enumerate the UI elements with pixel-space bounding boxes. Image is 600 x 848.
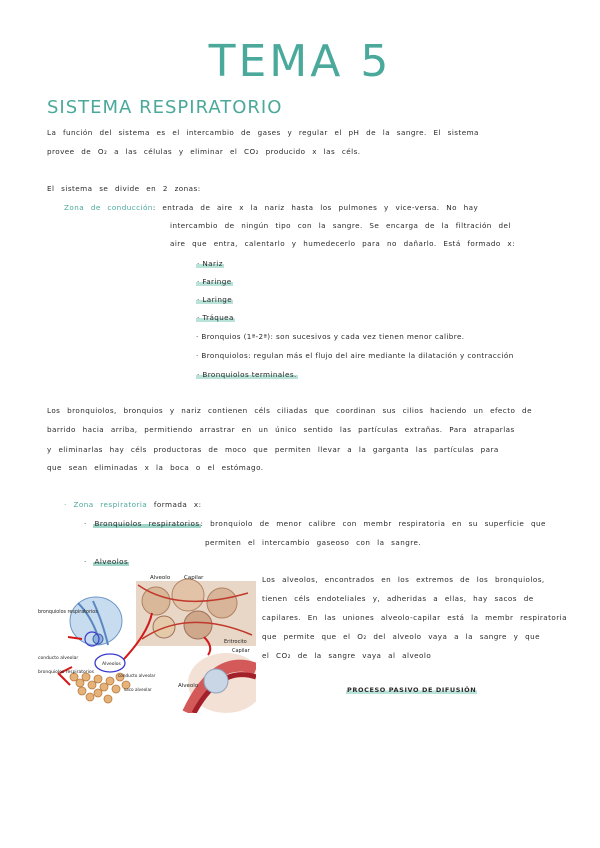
cilia-line-4: que sean eliminadas x la boca o el estómago. bbox=[47, 463, 264, 472]
conduction-item-terminales: · Bronquiolos terminales. bbox=[197, 370, 297, 379]
division-text: El sistema se divide en 2 zonas: bbox=[47, 184, 201, 193]
alveoli-illustration bbox=[38, 573, 256, 713]
conduction-item-bronquios: · Bronquios (1ª-2ª): son sucesivos y cada vez tienen menor calibre. bbox=[196, 332, 465, 341]
resp-bronchioles-text: : bronquiolo de menor calibre con membr respiratoria en su superficie que bbox=[200, 519, 546, 528]
respiratory-zone-heading: · Zona respiratoria formada x: bbox=[64, 500, 202, 509]
respiratory-zone-label: Zona respiratoria bbox=[73, 500, 148, 509]
resp-bronchioles-label: Bronquiolos respiratorios bbox=[94, 519, 200, 528]
cilia-line-3: y eliminarlas hay céls productoras de moco que permiten llevar a la garganta las partículas para bbox=[47, 445, 499, 454]
conduction-label: Zona de conducción bbox=[64, 203, 153, 212]
alveoli-line-5: el CO₂ de la sangre vaya al alveolo bbox=[262, 651, 432, 660]
respiratory-item-1-line-2: permiten el intercambio gaseoso con la sangre. bbox=[205, 538, 422, 547]
conduction-paragraph bbox=[64, 203, 478, 212]
alveoli-label: Alveolos bbox=[94, 557, 129, 566]
intro-line-2: provee de O₂ a las células y eliminar el CO₂ producido x las céls. bbox=[47, 147, 361, 156]
diffusion-process-label: PROCESO PASIVO DE DIFUSIÓN bbox=[347, 686, 477, 694]
section-subtitle: SISTEMA RESPIRATORIO bbox=[47, 97, 283, 118]
respiratory-item-2: · Alveolos bbox=[84, 557, 129, 566]
respiratory-item-1: · Bronquiolos respiratorios: bronquiolo de menor calibre con membr respiratoria en su superficie que bbox=[84, 519, 546, 528]
fig-label-capilar-top: Capilar bbox=[184, 575, 204, 581]
alveoli-line-3: capilares. En las uniones alveolo-capilar está la membr respiratoria bbox=[262, 613, 567, 622]
conduction-item-laringe: · Laringe bbox=[197, 295, 233, 304]
fig-label-alveolo-top: Alveolo bbox=[150, 575, 171, 581]
fig-label-conducto-2: conducto alveolar bbox=[38, 656, 79, 661]
fig-label-alveolo-bottom: Alveolo bbox=[178, 683, 199, 689]
fig-label-saco: saco alveolar bbox=[124, 687, 152, 692]
intro-line-1: La función del sistema es el intercambio de gases y regular el pH de la sangre. El sistema bbox=[47, 128, 479, 137]
fig-label-bronq-resp-2: bronquiolos respiratorios bbox=[38, 670, 94, 675]
conduction-item-bronquiolos: · Bronquiolos: regulan más el flujo del aire mediante la dilatación y contracción bbox=[196, 351, 514, 360]
cilia-line-1: Los bronquiolos, bronquios y nariz contienen céls ciliadas que coordinan sus cilios haciendo un efecto de bbox=[47, 406, 532, 415]
alveoli-line-2: tienen céls endoteliales y, adheridas a ellas, hay sacos de bbox=[262, 594, 534, 603]
fig-label-alveolos: Alveolos bbox=[102, 662, 121, 667]
fig-label-eritrocito: Eritrocito bbox=[224, 639, 247, 645]
fig-label-bronq-resp: bronquiolos respiratorios bbox=[38, 610, 98, 615]
conduction-line-2: intercambio de ningún tipo con la sangre. Se encarga de la filtración del bbox=[170, 221, 511, 230]
conduction-item-nariz: · Nariz bbox=[197, 259, 223, 268]
conduction-item-traquea: · Tráquea bbox=[197, 313, 234, 322]
alveoli-line-4: que permite que el O₂ del alveolo vaya a la sangre y que bbox=[262, 632, 540, 641]
fig-label-capilar: Capilar bbox=[232, 648, 250, 654]
fig-label-conducto: conducto alveolar bbox=[118, 673, 156, 678]
alveoli-diagram bbox=[38, 573, 256, 713]
cilia-line-2: barrido hacia arriba, permitiendo arrastrar en un único sentido las partículas extrañas. Para atraparlas bbox=[47, 425, 515, 434]
page-title: TEMA 5 bbox=[208, 36, 392, 87]
alveoli-line-1: Los alveolos, encontrados en los extremos de los bronquiolos, bbox=[262, 575, 545, 584]
conduction-line-3: aire que entra, calentarlo y humedecerlo para no dañarlo. Está formado x: bbox=[170, 239, 515, 248]
conduction-line-1: : entrada de aire x la nariz hasta los pulmones y vice-versa. No hay bbox=[152, 203, 479, 212]
respiratory-zone-suffix: formada x: bbox=[153, 500, 202, 509]
conduction-item-faringe: · Faringe bbox=[197, 277, 232, 286]
